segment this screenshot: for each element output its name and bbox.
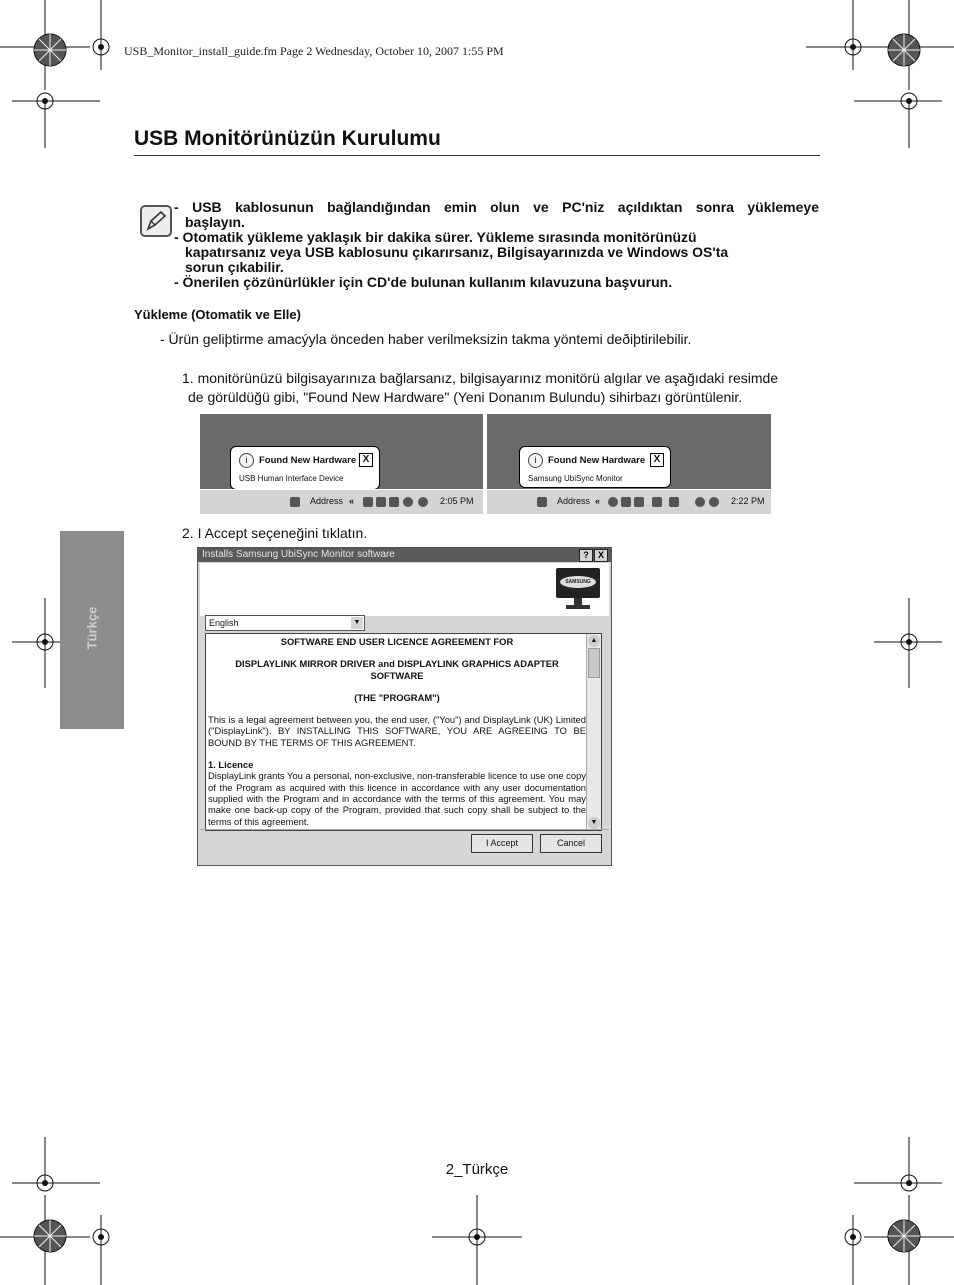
license-heading-1: SOFTWARE END USER LICENCE AGREEMENT FOR	[280, 636, 514, 647]
usb-icon[interactable]	[652, 497, 662, 507]
chevron-down-icon[interactable]: ▼	[351, 617, 363, 629]
note-line-2: başlayın.	[185, 214, 245, 230]
info-icon: i	[239, 453, 254, 468]
samsung-monitor-logo	[556, 568, 600, 612]
section-heading: Yükleme (Otomatik ve Elle)	[134, 307, 301, 322]
page-footer: 2_Türkçe	[445, 1161, 509, 1178]
balloon-title: Found New Hardware	[548, 455, 646, 466]
license-heading-4: 1. Licence	[208, 759, 254, 771]
balloon-close-button[interactable]: X	[359, 453, 373, 467]
note-line-3: - Otomatik yükleme yaklaşık bir dakika sürer. Yükleme sırasında monitörünüzü	[174, 229, 697, 245]
dialog-separator	[200, 829, 609, 830]
clock: 2:22 PM	[731, 496, 765, 506]
scroll-thumb[interactable]	[588, 648, 600, 678]
messenger-icon[interactable]	[709, 497, 719, 507]
language-value: English	[209, 618, 239, 628]
dialog-banner	[200, 563, 609, 616]
note-line-1: - USB kablosunun bağlandığından emin olun ve PC'niz açıldıktan sonra yüklemeye	[174, 199, 819, 215]
tray-screenshot-left	[200, 414, 483, 514]
network-icon[interactable]	[634, 497, 644, 507]
samsung-logo-text: SAMSUNG	[560, 576, 596, 588]
license-textbox[interactable]	[205, 633, 602, 831]
license-heading-2: DISPLAYLINK MIRROR DRIVER and DISPLAYLINK GRAPHICS ADAPTER SOFTWARE	[235, 658, 559, 681]
license-heading-3: (THE "PROGRAM")	[354, 691, 440, 703]
step1-text-line1: 1. monitörünüzü bilgisayarınıza bağlarsanız, bilgisayarınız monitörü algılar ve aşağıdaki resimde	[182, 370, 779, 386]
accept-button[interactable]: I Accept	[471, 834, 533, 853]
usb-icon[interactable]	[376, 497, 386, 507]
clock: 2:05 PM	[440, 496, 474, 506]
license-scrollbar[interactable]	[586, 634, 601, 830]
installer-dialog	[197, 547, 612, 866]
language-select[interactable]	[205, 615, 365, 631]
volume-icon[interactable]	[389, 497, 399, 507]
note-line-4: kapatırsanız veya USB kablosunu çıkarırsanız, Bilgisayarınızda ve Windows OS'ta	[185, 244, 729, 260]
dialog-titlebar[interactable]	[198, 548, 611, 562]
pencil-note-icon	[140, 205, 172, 237]
scroll-up-icon[interactable]: ▲	[588, 635, 600, 647]
tray-screenshot-right	[487, 414, 771, 514]
app-icon[interactable]	[537, 497, 547, 507]
security-icon[interactable]	[403, 497, 413, 507]
license-content	[208, 634, 586, 827]
taskbar	[200, 489, 483, 514]
balloon-title: Found New Hardware	[259, 455, 357, 466]
messenger-icon[interactable]	[418, 497, 428, 507]
help-button[interactable]: ?	[579, 549, 593, 562]
chevron-icon[interactable]: «	[349, 496, 355, 506]
note-line-6: - Önerilen çözünürlükler için CD'de bulunan kullanım kılavuzuna başvurun.	[174, 274, 673, 290]
step2-text: 2. I Accept seçeneğini tıklatın.	[182, 525, 368, 541]
remark-text: - Ürün geliþtirme amacýyla önceden haber verilmeksizin takma yöntemi deðiþtirilebilir.	[160, 331, 692, 347]
address-label[interactable]: Address	[310, 496, 344, 506]
file-info-header: USB_Monitor_install_guide.fm Page 2 Wednesday, October 10, 2007 1:55 PM	[124, 44, 504, 58]
scroll-down-icon[interactable]: ▼	[588, 817, 600, 829]
license-paragraph-2: DisplayLink grants You a personal, non-exclusive, non-transferable licence to use one copy of the Program as acquired with this licence in accordance with any user documentation supplied with the Program and in accordance with the terms of this agreement. You may make one back-up copy of the Program, provided that such copy shall be subject to the terms of this agreement.	[208, 770, 586, 827]
balloon-description: USB Human Interface Device	[239, 474, 344, 483]
notification-balloon	[230, 446, 380, 490]
title-divider	[134, 155, 820, 156]
license-paragraph-1: This is a legal agreement between you, the end user, ("You") and DisplayLink (UK) Limited ("DisplayLink"). BY INSTALLING THIS SOFTWARE, YOU ARE AGREEING TO BE BOUND BY THE TERMS OF THIS AGREEMENT.	[208, 714, 586, 748]
note-line-5: sorun çıkabilir.	[185, 259, 284, 275]
chevron-icon[interactable]: «	[595, 496, 601, 506]
side-tab-label: Türkçe	[84, 606, 100, 650]
shield-icon[interactable]	[608, 497, 618, 507]
page-title: USB Monitörünüzün Kurulumu	[134, 127, 441, 150]
network-icon[interactable]	[363, 497, 373, 507]
balloon-close-button[interactable]: X	[650, 453, 664, 467]
cancel-button[interactable]: Cancel	[540, 834, 602, 853]
notification-balloon	[519, 446, 671, 488]
monitor-icon[interactable]	[621, 497, 631, 507]
dialog-title: Installs Samsung UbiSync Monitor software	[202, 549, 395, 560]
security-icon[interactable]	[695, 497, 705, 507]
balloon-description: Samsung UbiSync Monitor	[528, 474, 623, 483]
app-icon[interactable]	[290, 497, 300, 507]
info-icon: i	[528, 453, 543, 468]
address-label[interactable]: Address	[557, 496, 591, 506]
step1-text-line2: de görüldüğü gibi, "Found New Hardware" (Yeni Donanım Bulundu) sihirbazı görüntülenir.	[188, 389, 743, 405]
close-button[interactable]: X	[594, 549, 608, 562]
volume-icon[interactable]	[669, 497, 679, 507]
taskbar	[487, 489, 771, 514]
